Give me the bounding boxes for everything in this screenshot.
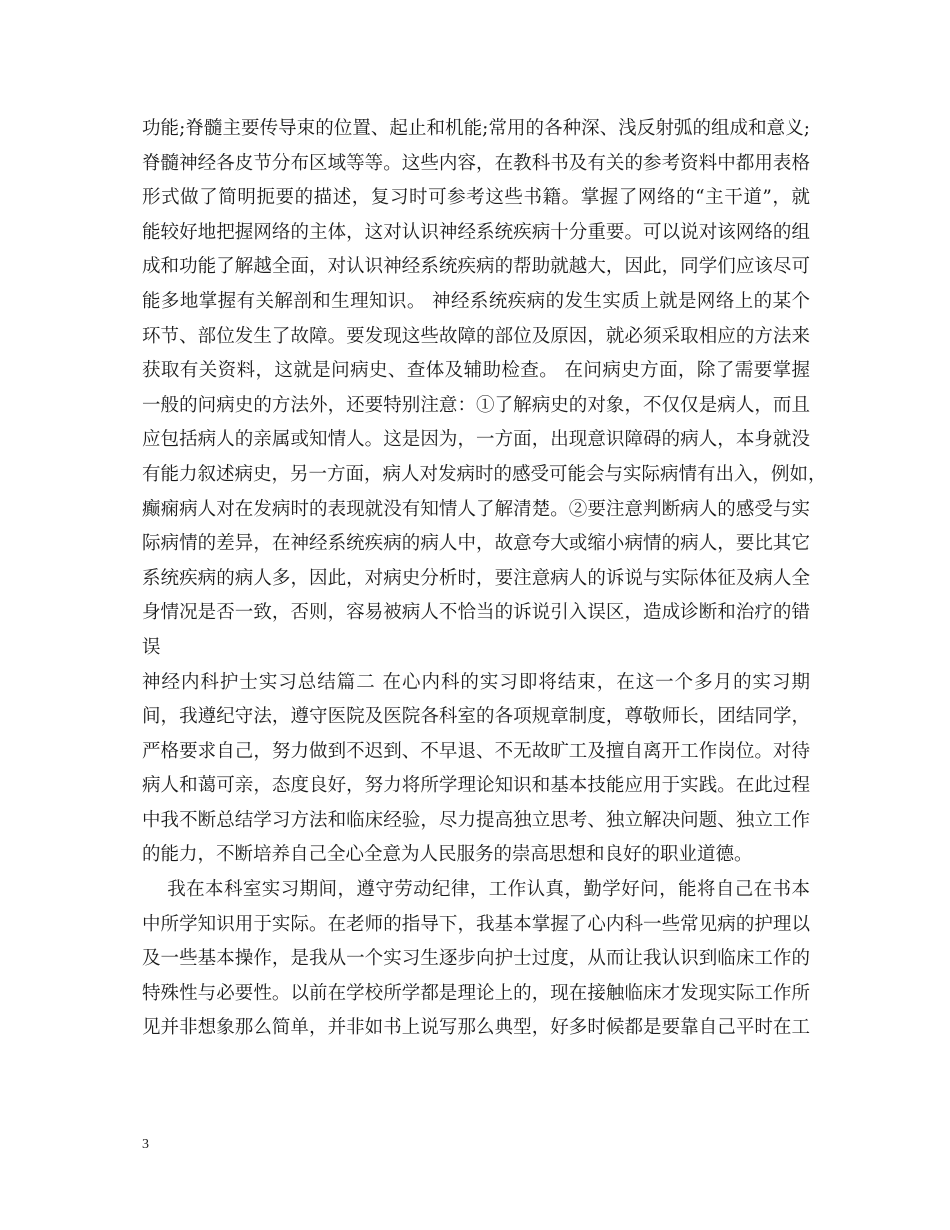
text-line: 环节、部位发生了故障。要发现这些故障的部位及原因，就必须采取相应的方法来: [142, 325, 810, 347]
text-line: 脊髓神经各皮节分布区域等等。这些内容，在教科书及有关的参考资料中都用表格: [142, 152, 810, 174]
text-line: 形式做了简明扼要的描述，复习时可参考这些书籍。掌握了网络的“主干道”，就: [142, 187, 810, 209]
text-line: 病人和蔼可亲，态度良好，努力将所学理论知识和基本技能应用于实践。在此过程: [142, 775, 810, 797]
text-line: 功能;脊髓主要传导束的位置、起止和机能;常用的各种深、浅反射弧的组成和意义;: [142, 118, 810, 139]
text-line: 一般的问病史的方法外，还要特别注意：①了解病史的对象，不仅仅是病人，而且: [142, 394, 810, 416]
text-line: 有能力叙述病史，另一方面，病人对发病时的感受可能会与实际病情有出入，例如，: [142, 463, 827, 485]
section-heading-line: 神经内科护士实习总结篇二 在心内科的实习即将结束，在这一个多月的实习期: [142, 671, 810, 693]
text-line: 际病情的差异，在神经系统疾病的病人中，故意夸大或缩小病情的病人，要比其它: [142, 533, 810, 555]
text-line: 见并非想象那么简单，并非如书上说写那么典型，好多时候都是要靠自己平时在工: [142, 1017, 810, 1039]
text-line: 及一些基本操作，是我从一个实习生逐步向护士过度，从而让我认识到临床工作的: [142, 948, 810, 970]
text-line: 严格要求自己，努力做到不迟到、不早退、不无故旷工及擅自离开工作岗位。对待: [142, 740, 810, 762]
text-line: 误: [142, 636, 161, 658]
text-line: 系统疾病的病人多，因此，对病史分析时，要注意病人的诉说与实际体征及病人全: [142, 567, 810, 589]
text-line: 身情况是否一致，否则，容易被病人不恰当的诉说引入误区，造成诊断和治疗的错: [142, 602, 810, 624]
text-line: 获取有关资料，这就是问病史、查体及辅助检查。 在问病史方面，除了需要掌握: [142, 360, 810, 382]
text-line: 中我不断总结学习方法和临床经验，尽力提高独立思考、独立解决问题、独立工作: [142, 809, 810, 831]
body-text: [142, 112, 827, 1046]
text-line: 特殊性与必要性。以前在学校所学都是理论上的，现在接触临床才发现实际工作所: [142, 982, 810, 1004]
page-number: 3: [142, 1137, 149, 1152]
text-line: 成和功能了解越全面，对认识神经系统疾病的帮助就越大，因此，同学们应该尽可: [142, 256, 810, 278]
text-line: 癫痫病人对在发病时的表现就没有知情人了解清楚。②要注意判断病人的感受与实: [142, 498, 810, 520]
text-line: 间，我遵纪守法，遵守医院及医院各科室的各项规章制度，尊敬师长，团结同学，: [142, 706, 810, 728]
text-line: 中所学知识用于实际。在老师的指导下，我基本掌握了心内科一些常见病的护理以: [142, 913, 810, 935]
text-line: 的能力，不断培养自己全心全意为人民服务的崇高思想和良好的职业道德。: [142, 844, 753, 866]
text-line: 应包括病人的亲属或知情人。这是因为，一方面，出现意识障碍的病人，本身就没: [142, 429, 810, 451]
text-line: 我在本科室实习期间，遵守劳动纪律，工作认真，勤学好问，能将自己在书本: [142, 879, 810, 901]
text-line: 能多地掌握有关解剖和生理知识。 神经系统疾病的发生实质上就是网络上的某个: [142, 290, 810, 312]
text-line: 能较好地把握网络的主体，这对认识神经系统疾病十分重要。可以说对该网络的组: [142, 221, 810, 243]
